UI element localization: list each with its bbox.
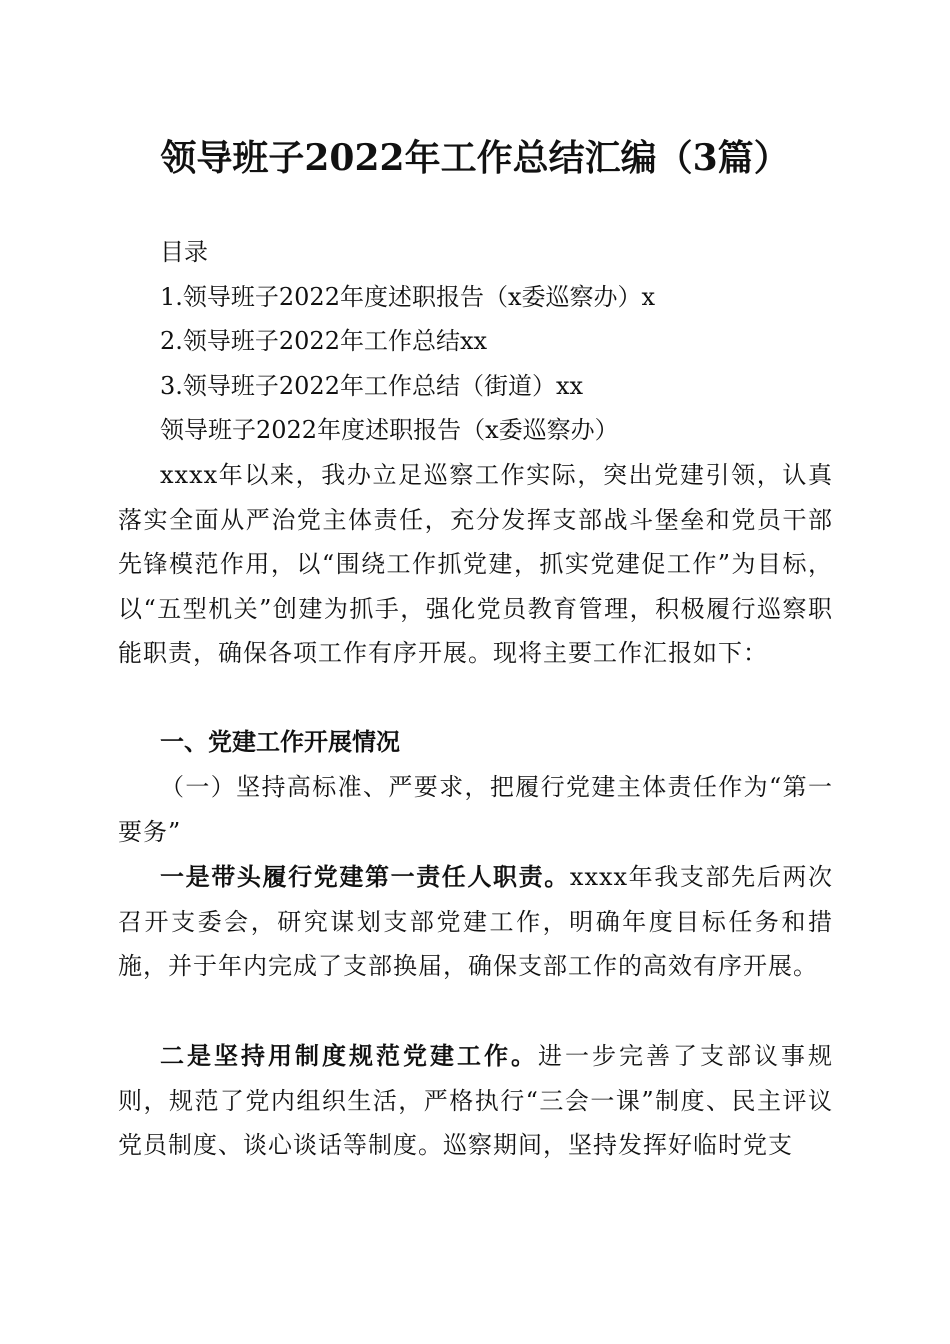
point-2-lead: 二是坚持用制度规范党建工作。 <box>160 1041 538 1070</box>
point-1-text: xxxx年我支部先后两次召开支委会，研究谋划支部党建工作，明确年度目标任务和措施，并于年内完成了支部换届，确保支部工作的高效有序开展。 <box>118 863 833 980</box>
toc-heading: 目录 <box>160 238 208 266</box>
toc-item-1[interactable]: 1.领导班子2022年度述职报告（x委巡察办）x <box>160 283 656 311</box>
point-1-lead: 一是带头履行党建第一责任人职责。 <box>160 862 570 891</box>
toc-item-3[interactable]: 3.领导班子2022年工作总结（街道）xx <box>160 372 584 400</box>
point-2-paragraph <box>118 1034 833 1168</box>
document-title: 领导班子2022年工作总结汇编（3篇） <box>160 137 790 179</box>
point-1-paragraph <box>118 855 833 989</box>
report-title: 领导班子2022年度述职报告（x委巡察办） <box>160 416 619 444</box>
intro-paragraph: xxxx年以来，我办立足巡察工作实际，突出党建引领，认真落实全面从严治党主体责任，充分发挥支部战斗堡垒和党员干部先锋模范作用，以“围绕工作抓党建，抓实党建促工作”为目标，以“五型机关”创建为抓手，强化党员教育管理，积极履行巡察职能职责，确保各项工作有序开展。现将主要工作汇报如下： <box>118 461 833 667</box>
point-2-text: 进一步完善了支部议事规则，规范了党内组织生活，严格执行“三会一课”制度、民主评议党员制度、谈心谈话等制度。巡察期间，坚持发挥好临时党支 <box>118 1042 833 1159</box>
toc-item-2[interactable]: 2.领导班子2022年工作总结xx <box>160 327 488 355</box>
section-heading-1: 一、党建工作开展情况 <box>160 727 400 756</box>
subsection-heading-1: （一）坚持高标准、严要求，把履行党建主体责任作为“第一要务” <box>118 773 833 846</box>
